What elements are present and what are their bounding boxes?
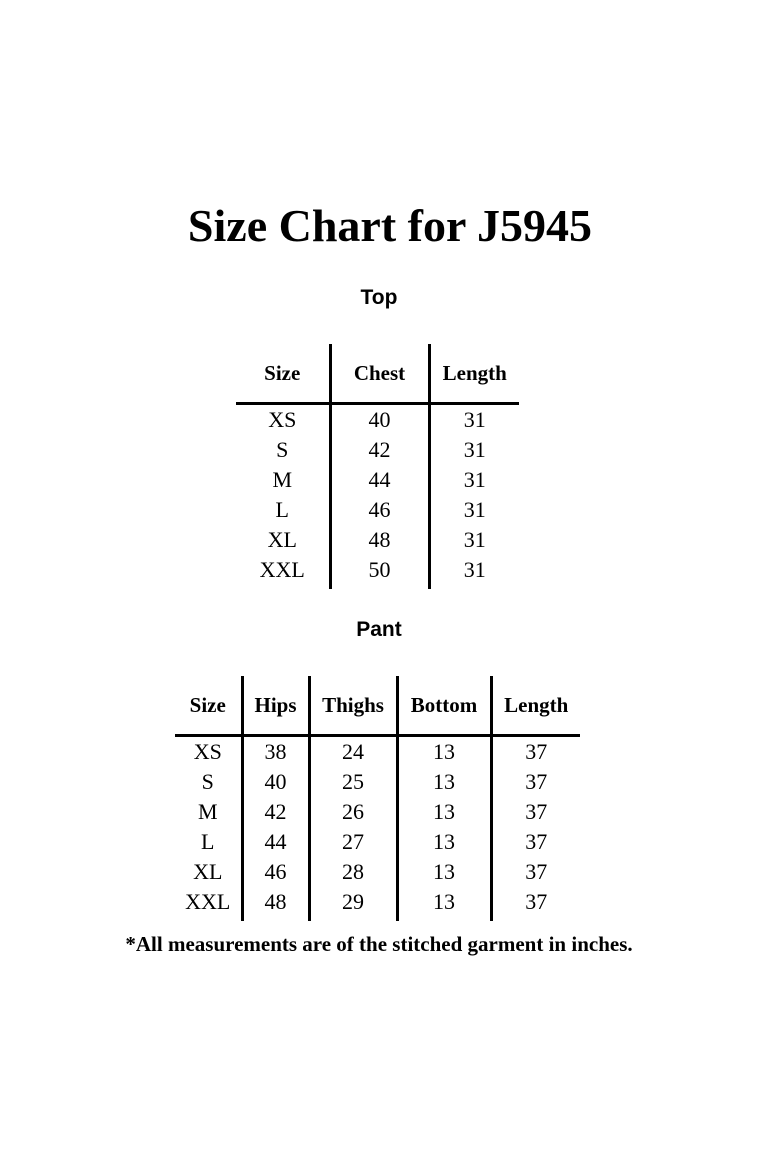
- pant-bottom-cell: 13: [397, 736, 491, 768]
- top-header-size: Size: [236, 344, 330, 404]
- top-length-cell: 31: [429, 404, 519, 436]
- table-row: [175, 736, 580, 768]
- pant-header-bottom: Bottom: [397, 676, 491, 736]
- top-size-cell: M: [272, 467, 293, 492]
- pant-size-cell: S: [201, 769, 214, 794]
- top-length-cell: 31: [429, 525, 519, 555]
- pant-length-cell: 37: [491, 827, 580, 857]
- top-size-cell: XL: [267, 527, 297, 552]
- table-row: [236, 525, 519, 555]
- table-row: [175, 857, 580, 887]
- pant-hips-cell: 46: [242, 857, 309, 887]
- table-row: [175, 797, 580, 827]
- pant-bottom-cell: 13: [397, 857, 491, 887]
- top-length-cell: 31: [429, 495, 519, 525]
- pant-header-size: Size: [175, 676, 242, 736]
- pant-length-cell: 37: [491, 857, 580, 887]
- pant-bottom-cell: 13: [397, 797, 491, 827]
- pant-header-thighs: Thighs: [309, 676, 397, 736]
- table-row: [236, 555, 519, 589]
- top-chest-cell: 40: [330, 404, 429, 436]
- top-header-chest: Chest: [330, 344, 429, 404]
- pant-section-heading: Pant: [356, 618, 402, 641]
- pant-header-length: Length: [491, 676, 580, 736]
- top-header-row: [236, 344, 519, 404]
- top-size-cell: L: [275, 497, 289, 522]
- table-row: [175, 887, 580, 921]
- pant-thighs-cell: 27: [309, 827, 397, 857]
- top-size-cell: XXL: [259, 557, 305, 582]
- top-chest-cell: 50: [330, 555, 429, 589]
- table-row: [236, 495, 519, 525]
- pant-hips-cell: 38: [242, 736, 309, 768]
- top-chest-cell: 44: [330, 465, 429, 495]
- top-section-heading: Top: [360, 286, 398, 309]
- top-length-cell: 31: [429, 435, 519, 465]
- pant-size-table: [175, 676, 580, 921]
- pant-length-cell: 37: [491, 887, 580, 921]
- top-chest-cell: 42: [330, 435, 429, 465]
- table-row: [236, 404, 519, 436]
- top-chest-cell: 46: [330, 495, 429, 525]
- top-length-cell: 31: [429, 555, 519, 589]
- pant-thighs-cell: 24: [309, 736, 397, 768]
- table-row: [175, 767, 580, 797]
- top-size-cell: XS: [268, 407, 297, 432]
- pant-bottom-cell: 13: [397, 767, 491, 797]
- top-size-table: [236, 344, 519, 589]
- pant-header-row: [175, 676, 580, 736]
- pant-size-cell: L: [201, 829, 215, 854]
- table-row: [236, 435, 519, 465]
- pant-hips-cell: 40: [242, 767, 309, 797]
- top-header-length: Length: [429, 344, 519, 404]
- pant-hips-cell: 48: [242, 887, 309, 921]
- pant-size-cell: M: [197, 799, 218, 824]
- top-chest-cell: 48: [330, 525, 429, 555]
- table-row: [175, 827, 580, 857]
- page-title: Size Chart for J5945: [187, 200, 593, 251]
- top-length-cell: 31: [429, 465, 519, 495]
- pant-thighs-cell: 29: [309, 887, 397, 921]
- pant-size-cell: XL: [193, 859, 223, 884]
- pant-length-cell: 37: [491, 736, 580, 768]
- measurement-footnote: *All measurements are of the stitched garment in inches.: [125, 932, 633, 956]
- pant-size-cell: XS: [193, 739, 222, 764]
- pant-hips-cell: 42: [242, 797, 309, 827]
- pant-length-cell: 37: [491, 767, 580, 797]
- pant-thighs-cell: 26: [309, 797, 397, 827]
- table-row: [236, 465, 519, 495]
- pant-thighs-cell: 28: [309, 857, 397, 887]
- pant-hips-cell: 44: [242, 827, 309, 857]
- pant-size-cell: XXL: [185, 889, 231, 914]
- pant-header-hips: Hips: [242, 676, 309, 736]
- pant-length-cell: 37: [491, 797, 580, 827]
- pant-thighs-cell: 25: [309, 767, 397, 797]
- pant-bottom-cell: 13: [397, 827, 491, 857]
- top-size-cell: S: [276, 437, 289, 462]
- pant-bottom-cell: 13: [397, 887, 491, 921]
